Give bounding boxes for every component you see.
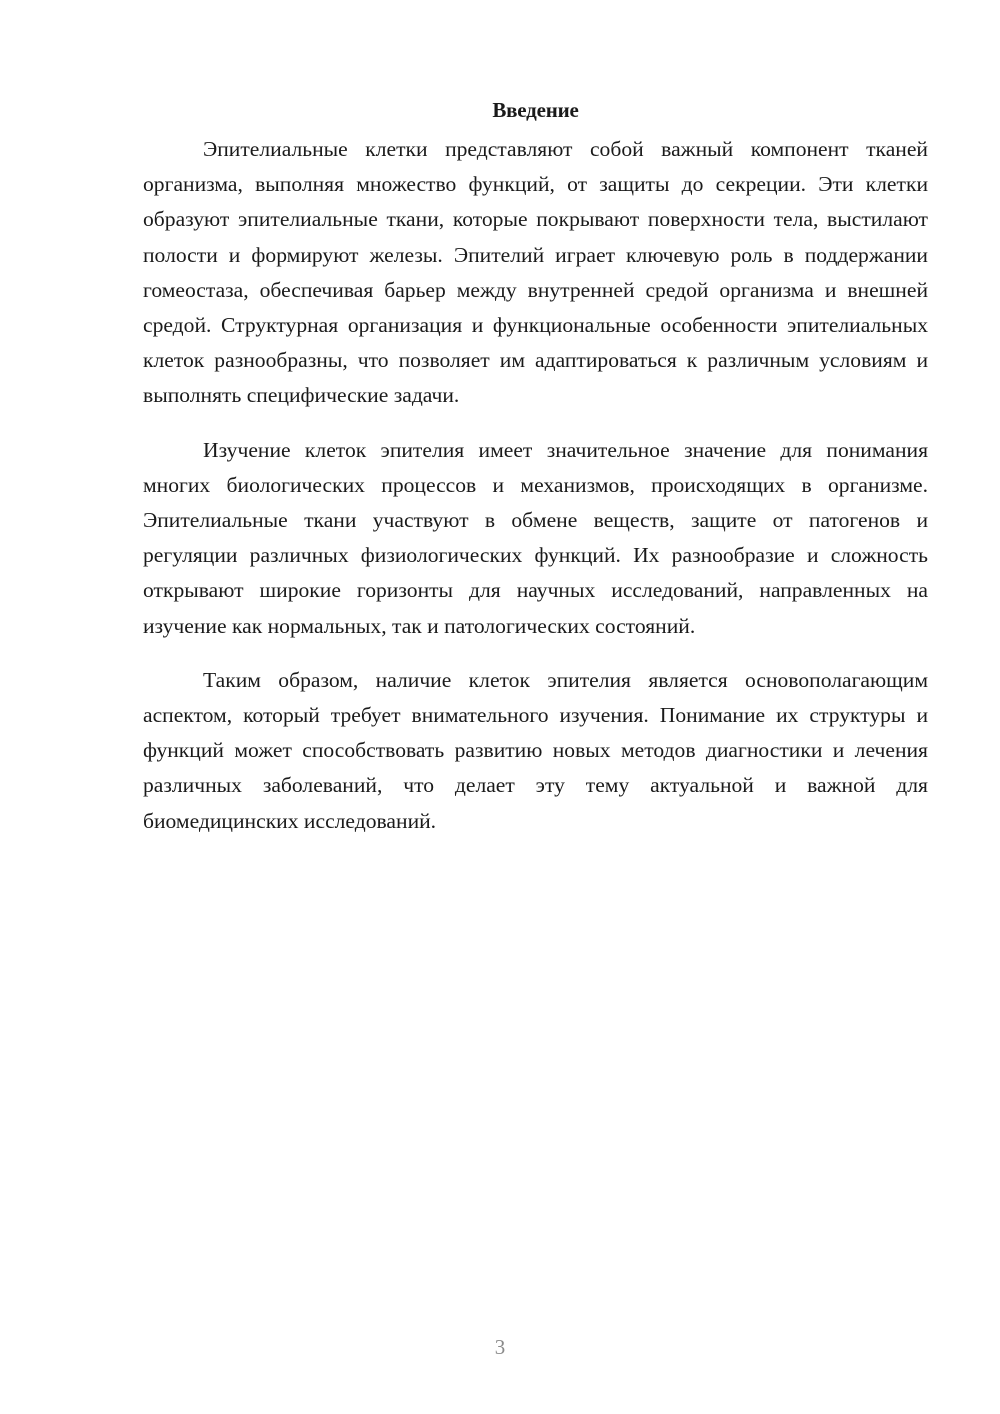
paragraph-3: Таким образом, наличие клеток эпителия является основополагающим аспектом, который требует внимательного изучения. Понимание их структуры и функций может способствовать развитию новых методов диагностики и лечения различных заболеваний, что делает эту тему актуальной и важной для биомедицинских исследований. xyxy=(143,667,928,833)
paragraph-2: Изучение клеток эпителия имеет значительное значение для понимания многих биологических процессов и механизмов, происходящих в организме. Эпителиальные ткани участвуют в обмене веществ, защите от патогенов и регуляции различных физиологических функций. Их разнообразие и сложность открывают широкие горизонты для научных исследований, направленных на изучение как нормальных, так и патологических состояний. xyxy=(143,437,928,638)
page-content xyxy=(143,93,928,858)
paragraph-1: Эпителиальные клетки представляют собой важный компонент тканей организма, выполняя множество функций, от защиты до секреции. Эти клетки образуют эпителиальные ткани, которые покрывают поверхности тела, выстилают полости и формируют железы. Эпителий играет ключевую роль в поддержании гомеостаза, обеспечивая барьер между внутренней средой организма и внешней средой. Структурная организация и функциональные особенности эпителиальных клеток разнообразны, что позволяет им адаптироваться к различным условиям и выполнять специфические задачи. xyxy=(143,137,928,408)
page-number: 3 xyxy=(494,1335,506,1359)
page-title: Введение xyxy=(492,98,579,122)
